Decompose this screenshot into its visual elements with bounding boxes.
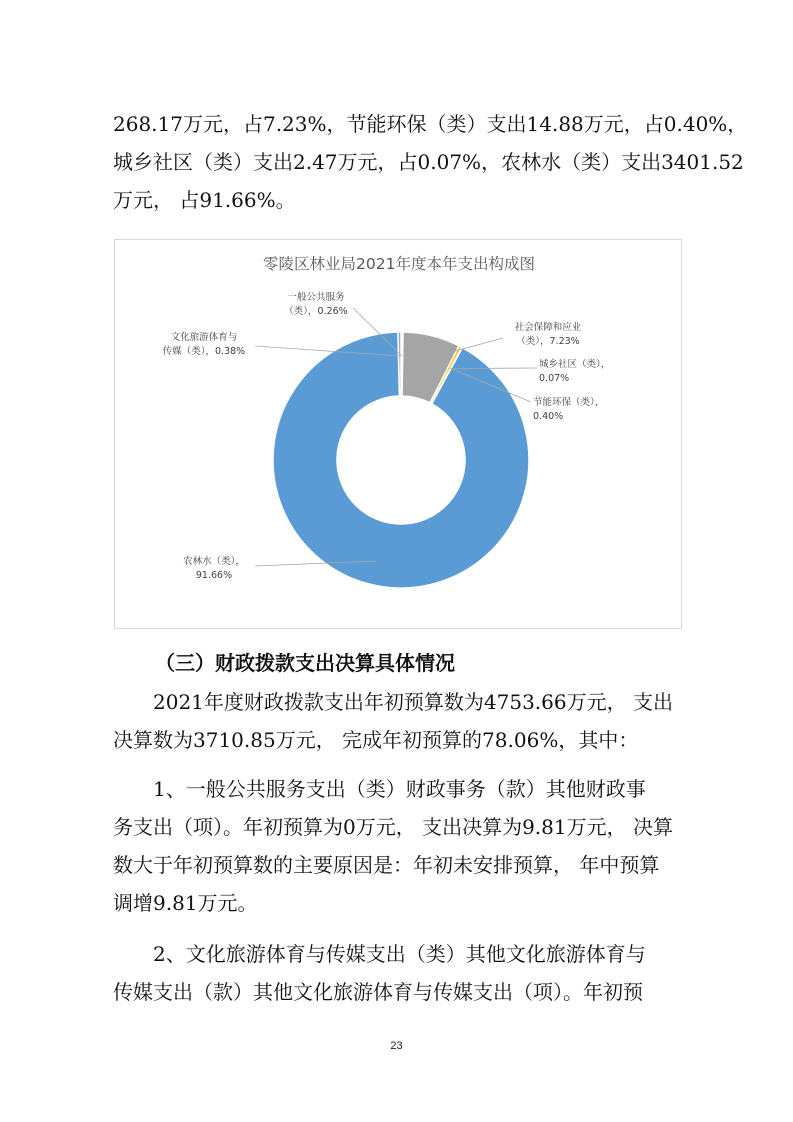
intro-line: 268.17万元，占7.23%，节能环保（类）支出14.88万元，占0.40%， xyxy=(113,112,748,136)
data-label-line: 城乡社区（类）， xyxy=(539,359,611,370)
data-label-line: 文化旅游体育与 xyxy=(170,332,238,343)
chart-title: 零陵区林业局2021年度本年支出构成图 xyxy=(263,255,535,273)
paragraph-line: 2、文化旅游体育与传媒支出（类）其他文化旅游体育与 xyxy=(153,942,646,966)
data-label-line: （类），0.26% xyxy=(284,306,348,317)
paragraph-line: 2021年度财政拨款支出年初预算数为4753.66万元， 支出 xyxy=(153,690,673,714)
paragraph-item-1 xyxy=(113,770,693,922)
data-label-general-public-services xyxy=(284,291,347,317)
data-label-line: 社会保障和应业 xyxy=(514,322,582,333)
data-label-line: 91.66% xyxy=(195,570,233,581)
data-label-line: 一般公共服务 xyxy=(287,292,345,303)
paragraph-line: 决算数为3710.85万元， 完成年初预算的78.06%，其中： xyxy=(113,728,639,752)
paragraph-line: 务支出（项）。年初预算为0万元， 支出决算为9.81万元， 决算 xyxy=(113,815,673,839)
paragraph-budget-summary xyxy=(113,683,693,759)
expenditure-donut-chart xyxy=(114,239,682,629)
donut-chart-svg xyxy=(115,240,681,628)
data-label-energy-saving xyxy=(533,396,604,422)
data-label-line: 农林水（类）， xyxy=(183,556,245,567)
data-label-social-security xyxy=(515,321,582,347)
data-label-line: （类），7.23% xyxy=(516,336,580,347)
paragraph-line: 传媒支出（款）其他文化旅游体育与传媒支出（项）。年初预 xyxy=(113,980,643,1004)
intro-line: 城乡社区（类）支出2.47万元，占0.07%，农林水（类）支出3401.52 xyxy=(113,150,744,174)
data-label-culture-tourism-sports-media xyxy=(163,331,245,357)
donut-slices xyxy=(273,332,529,588)
intro-line: 万元， 占91.66%。 xyxy=(113,188,296,212)
data-label-line: 0.07% xyxy=(539,373,570,384)
data-label-line: 0.40% xyxy=(533,411,564,422)
paragraph-line: 1、一般公共服务支出（类）财政事务（款）其他财政事 xyxy=(153,777,646,801)
page-number: 23 xyxy=(390,1040,403,1052)
data-label-agriculture-forestry-water xyxy=(183,555,245,581)
data-label-line: 传媒（类），0.38% xyxy=(162,346,246,357)
data-label-urban-rural-community xyxy=(539,358,610,384)
paragraph-item-2 xyxy=(113,935,693,1011)
intro-paragraph xyxy=(113,105,748,219)
paragraph-line: 调增9.81万元。 xyxy=(113,891,258,915)
paragraph-line: 数大于年初预算数的主要原因是：年初未安排预算， 年中预算 xyxy=(113,853,660,877)
data-label-line: 节能环保（类）， xyxy=(533,397,605,408)
section-heading: （三）财政拨款支出决算具体情况 xyxy=(155,651,455,675)
